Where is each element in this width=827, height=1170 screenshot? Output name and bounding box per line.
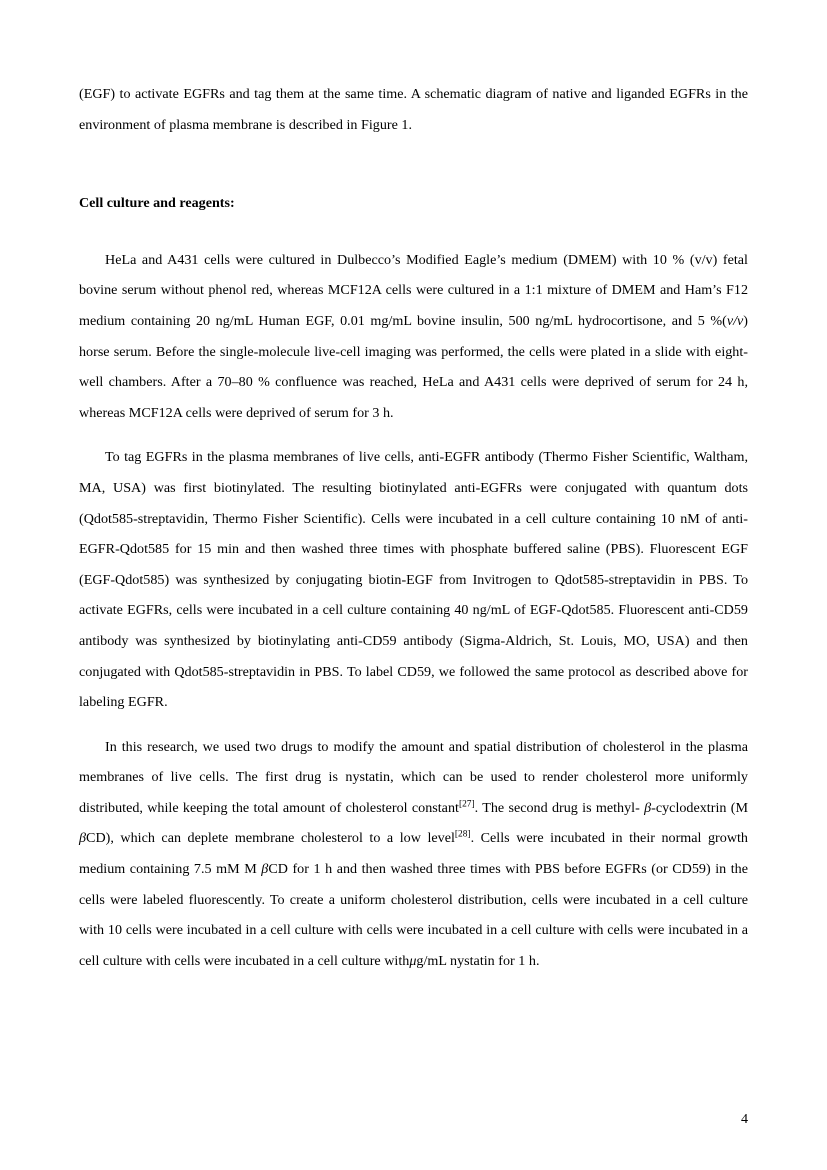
- paragraph-egfr-tagging: To tag EGFRs in the plasma membranes of live cells, anti-EGFR antibody (Thermo Fisher Scientific, Waltham, MA, USA) was first biotinylated. The resulting biotinylated anti-EGFRs were conjugated with quantum dots (Qdot585-streptavidin, Thermo Fisher Scientific). Cells were incubated in a cell culture containing 10 nM of anti-EGFR-Qdot585 for 15 min and then washed three times with phosphate buffered saline (PBS). Fluorescent EGF (EGF-Qdot585) was synthesized by conjugating biotin-EGF from Invitrogen to Qdot585-streptavidin in PBS. To activate EGFRs, cells were incubated in a cell culture containing 40 ng/mL of EGF-Qdot585. Fluorescent anti-CD59 antibody was synthesized by biotinylating anti-CD59 antibody (Sigma-Aldrich, St. Louis, MO, USA) and then conjugated with Qdot585-streptavidin in PBS. To label CD59, we followed the same protocol as described above for labeling EGFR.: [79, 449, 748, 711]
- italic-beta-symbol: β: [644, 799, 652, 816]
- section-heading-cell-culture: Cell culture and reagents:: [79, 195, 235, 212]
- italic-beta-symbol: β: [261, 861, 269, 878]
- paragraph-text-part: HeLa and A431 cells were cultured in Dulbecco’s Modified Eagle’s medium (DMEM) with 10 % (v/v) fetal bovine serum without phenol red, whereas MCF12A cells were cultured in a 1:1 mixture of DMEM and Ham’s F12 medium containing 20 ng/mL Human EGF, 0.01 mg/mL bovine insulin, 500 ng/mL hydrocortisone, and 5 %(: [79, 251, 748, 329]
- paragraph-text-part: ) horse serum. Before the single-molecule live-cell imaging was performed, the cells were plated in a slide with eight-well chambers. After a 70–80 % confluence was reached, HeLa and A431 cells were deprived of serum for 24 h, whereas MCF12A cells were deprived of serum for 3 h.: [79, 312, 748, 421]
- italic-beta-symbol: β: [79, 830, 87, 847]
- citation-reference-27: [27]: [458, 799, 475, 810]
- paragraph-cell-culture-media: [79, 245, 748, 429]
- paragraph-cholesterol-drugs: [79, 732, 748, 977]
- citation-reference-28: [28]: [454, 829, 471, 840]
- paragraph-text-part: In this research, we used two drugs to modify the amount and spatial distribution of cholesterol in the plasma membranes of live cells. The first drug is nystatin, which can be used to render cholesterol more uniformly distributed, while keeping the total amount of cholesterol constant: [79, 738, 748, 816]
- spacer-between-paragraphs: [79, 428, 748, 442]
- continued-paragraph: (EGF) to activate EGFRs and tag them at the same time. A schematic diagram of native and liganded EGFRs in the environment of plasma membrane is described in Figure 1.: [79, 86, 748, 133]
- paragraph-text-part: . Cells were incubated in their normal growth medium containing 7.5 mM M: [79, 830, 748, 878]
- paragraph-text-part: CD), which can deplete membrane cholesterol to a low level: [86, 830, 455, 847]
- paragraph-text-part: g/mL nystatin for 1 h.: [416, 952, 540, 969]
- paragraph-text-part: . The second drug is methyl-: [474, 799, 645, 816]
- spacer-between-paragraphs: [79, 718, 748, 732]
- italic-v-over-v: v/v: [726, 312, 744, 329]
- paragraph-text-part: CD for 1 h and then washed three times with PBS before EGFRs (or CD59) in the cells were labeled fluorescently. To create a uniform cholesterol distribution, cells were incubated in a cell culture with 10 cells were incubated in a cell culture with cells were incubated in a cell culture with cells were incubated in a cell culture with cells were incubated in a cell culture with: [79, 861, 749, 969]
- spacer-after-heading: [79, 219, 748, 245]
- italic-mu-symbol: μ: [409, 952, 417, 969]
- page-content: [79, 79, 748, 976]
- spacer-before-heading: [79, 140, 748, 188]
- page-number: 4: [740, 1111, 748, 1127]
- paragraph-text-part: -cyclodextrin (M: [651, 799, 748, 816]
